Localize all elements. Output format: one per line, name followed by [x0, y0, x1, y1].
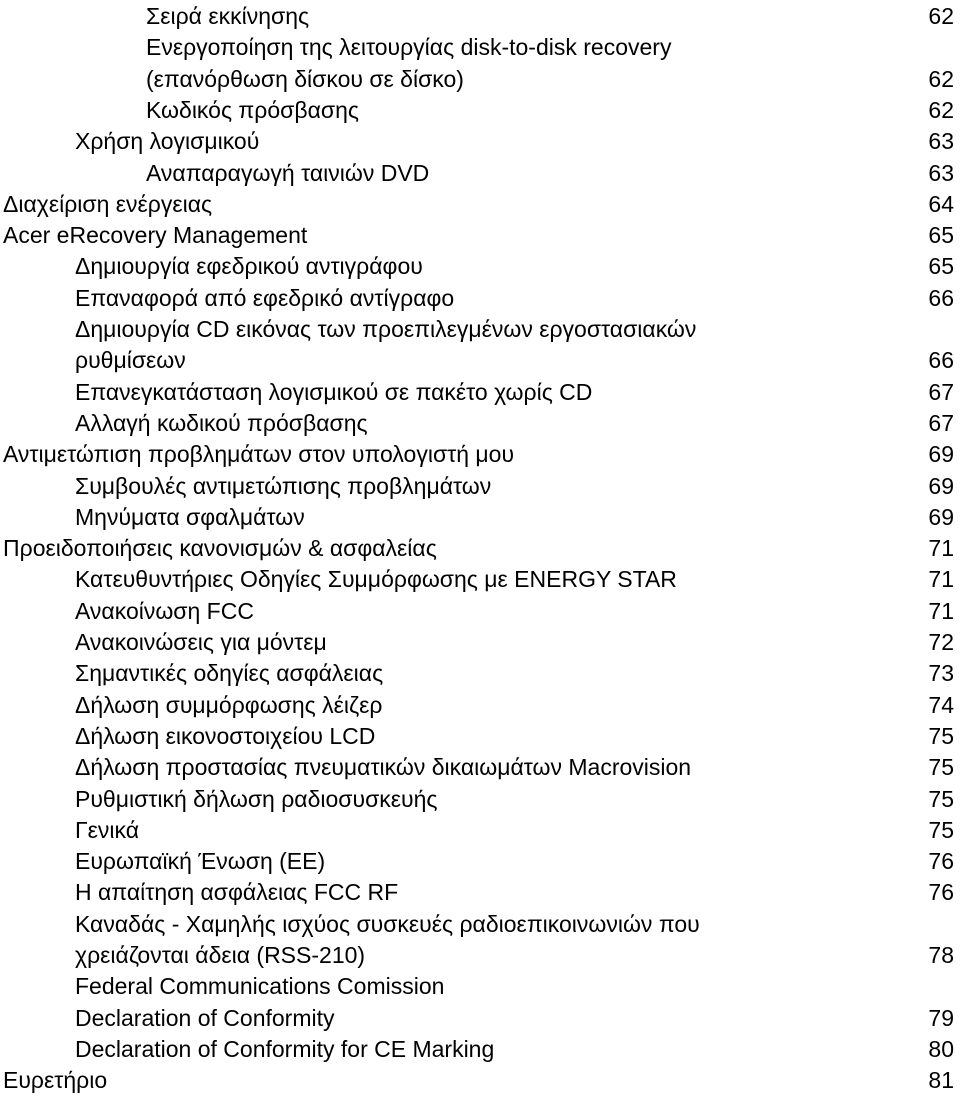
toc-entry[interactable]	[0, 126, 960, 157]
toc-entry-title: Καναδάς - Χαμηλής ισχύος συσκευές ραδιοεπικοινωνιών που	[75, 910, 700, 937]
toc-entry[interactable]	[0, 627, 960, 658]
toc-entry-title: Δήλωση συμμόρφωσης λέιζερ	[75, 691, 383, 718]
toc-page-number: 69	[928, 503, 954, 530]
toc-entry-title: Ρυθμιστική δήλωση ραδιοσυσκευής	[75, 785, 438, 812]
toc-page-number: 75	[928, 754, 954, 781]
toc-entry-title: Federal Communications Comission	[75, 973, 445, 1000]
toc-page-number: 71	[928, 566, 954, 593]
toc-page-number: 62	[928, 65, 954, 92]
toc-entry[interactable]	[0, 64, 960, 95]
toc-entry-title: Ανακοινώσεις για μόντεμ	[75, 629, 327, 655]
toc-page-number: 66	[928, 284, 954, 311]
toc-entry[interactable]	[0, 596, 960, 627]
toc-entry-title: Αναπαραγωγή ταινιών DVD	[146, 159, 430, 186]
toc-entry[interactable]	[0, 690, 960, 721]
toc-entry-title: Ευρετήριο	[3, 1067, 108, 1094]
toc-entry[interactable]	[0, 283, 960, 314]
toc-entry-title: χρειάζονται άδεια (RSS-210)	[75, 942, 366, 968]
toc-page-number: 63	[928, 128, 954, 155]
toc-entry[interactable]	[0, 1003, 960, 1034]
toc-entry-title: Declaration of Conformity for CE Marking	[75, 1035, 495, 1062]
toc-entry-title: Αντιμετώπιση προβλημάτων στον υπολογιστή μου	[3, 441, 515, 468]
toc-entry[interactable]	[0, 345, 960, 376]
toc-entry[interactable]	[0, 658, 960, 689]
toc-page-number: 79	[928, 1004, 954, 1031]
toc-page-number: 81	[928, 1067, 954, 1094]
toc-entry[interactable]	[0, 502, 960, 533]
toc-entry-title: Μηνύματα σφαλμάτων	[75, 503, 305, 530]
toc-entry[interactable]	[0, 377, 960, 408]
toc-page-number: 72	[928, 629, 954, 655]
toc-entry-title: Ευρωπαϊκή Ένωση (ΕΕ)	[75, 848, 326, 875]
toc-page-number: 75	[928, 816, 954, 843]
toc-entry[interactable]	[0, 189, 960, 220]
toc-entry[interactable]	[0, 95, 960, 126]
toc-entry[interactable]	[0, 533, 960, 564]
toc-entry-title: Κωδικός πρόσβασης	[146, 96, 359, 123]
toc-entry-title: (επανόρθωση δίσκου σε δίσκο)	[146, 65, 464, 92]
toc-entry-title: Επαναφορά από εφεδρικό αντίγραφο	[75, 284, 455, 311]
toc-entry[interactable]	[0, 564, 960, 595]
toc-entry-title: Προειδοποιήσεις κανονισμών & ασφαλείας	[3, 535, 437, 562]
toc-entry[interactable]	[0, 940, 960, 971]
toc-entry-title: Χρήση λογισμικού	[75, 128, 260, 155]
toc-page-number: 80	[928, 1035, 954, 1062]
toc-page-number: 76	[928, 848, 954, 875]
toc-page-number: 62	[928, 3, 954, 29]
toc-entry[interactable]	[0, 1065, 960, 1096]
toc-page-number: 74	[928, 691, 954, 718]
toc-entry-title: Δημιουργία εφεδρικού αντιγράφου	[75, 253, 423, 280]
toc-entry-title: Ανακοίνωση FCC	[75, 597, 254, 624]
toc-entry-title: Δημιουργία CD εικόνας των προεπιλεγμένων εργοστασιακών	[75, 316, 697, 342]
toc-entry[interactable]	[0, 721, 960, 752]
toc-entry[interactable]	[0, 1034, 960, 1065]
toc-entry-title: Αλλαγή κωδικού πρόσβασης	[75, 409, 368, 436]
toc-page-number: 75	[928, 722, 954, 749]
toc-entry[interactable]	[0, 752, 960, 783]
toc-entry-title: Δήλωση προστασίας πνευματικών δικαιωμάτων Macrovision	[75, 754, 692, 781]
toc-entry-title: Declaration of Conformity	[75, 1004, 335, 1031]
toc-entry-title: Γενικά	[75, 816, 140, 843]
toc-page-number: 64	[928, 190, 954, 217]
toc-page-number: 73	[928, 660, 954, 687]
toc-page-number: 65	[928, 253, 954, 280]
toc-entry[interactable]	[0, 314, 960, 345]
toc-entry[interactable]	[0, 32, 960, 63]
toc-entry[interactable]	[0, 158, 960, 189]
toc-page-number: 71	[928, 535, 954, 562]
toc-entry[interactable]	[0, 784, 960, 815]
toc-entry[interactable]	[0, 439, 960, 470]
toc-entry-title: Acer eRecovery Management	[3, 222, 308, 249]
toc-entry[interactable]	[0, 877, 960, 908]
toc-entry-title: Δήλωση εικονοστοιχείου LCD	[75, 722, 376, 749]
toc-entry[interactable]	[0, 1, 960, 32]
toc-entry-title: Κατευθυντήριες Οδηγίες Συμμόρφωσης με ENERGY STAR	[75, 566, 677, 593]
toc-page-number: 62	[928, 96, 954, 123]
toc-page-number: 65	[928, 222, 954, 249]
toc-entry[interactable]	[0, 471, 960, 502]
toc-entry-title: Επανεγκατάσταση λογισμικού σε πακέτο χωρίς CD	[75, 378, 593, 405]
toc-entry-title: Ενεργοποίηση της λειτουργίας disk-to-disk recovery	[146, 34, 672, 61]
toc-page-number: 71	[928, 597, 954, 624]
toc-page-number: 69	[928, 472, 954, 499]
toc-entry-title: Η απαίτηση ασφάλειας FCC RF	[75, 879, 399, 906]
toc-entry[interactable]	[0, 251, 960, 282]
toc-page-number: 63	[928, 159, 954, 186]
toc-entry[interactable]	[0, 815, 960, 846]
toc-page-number: 66	[928, 347, 954, 374]
toc-entry[interactable]	[0, 971, 960, 1002]
toc-page-number: 78	[928, 942, 954, 968]
toc-entry[interactable]	[0, 846, 960, 877]
toc-page-number: 67	[928, 409, 954, 436]
toc-entry[interactable]	[0, 909, 960, 940]
toc-page-number: 69	[928, 441, 954, 468]
toc-page-number: 76	[928, 879, 954, 906]
toc-entry-title: Διαχείριση ενέργειας	[3, 190, 213, 217]
toc-entry[interactable]	[0, 408, 960, 439]
toc-entry-title: Σειρά εκκίνησης	[146, 3, 310, 29]
toc-entry-title: ρυθμίσεων	[75, 347, 186, 374]
toc-page-number: 67	[928, 378, 954, 405]
toc-entry-title: Συμβουλές αντιμετώπισης προβλημάτων	[75, 472, 492, 499]
toc-entry[interactable]	[0, 220, 960, 251]
toc-page-number: 75	[928, 785, 954, 812]
toc-entry-title: Σημαντικές οδηγίες ασφάλειας	[75, 660, 384, 687]
